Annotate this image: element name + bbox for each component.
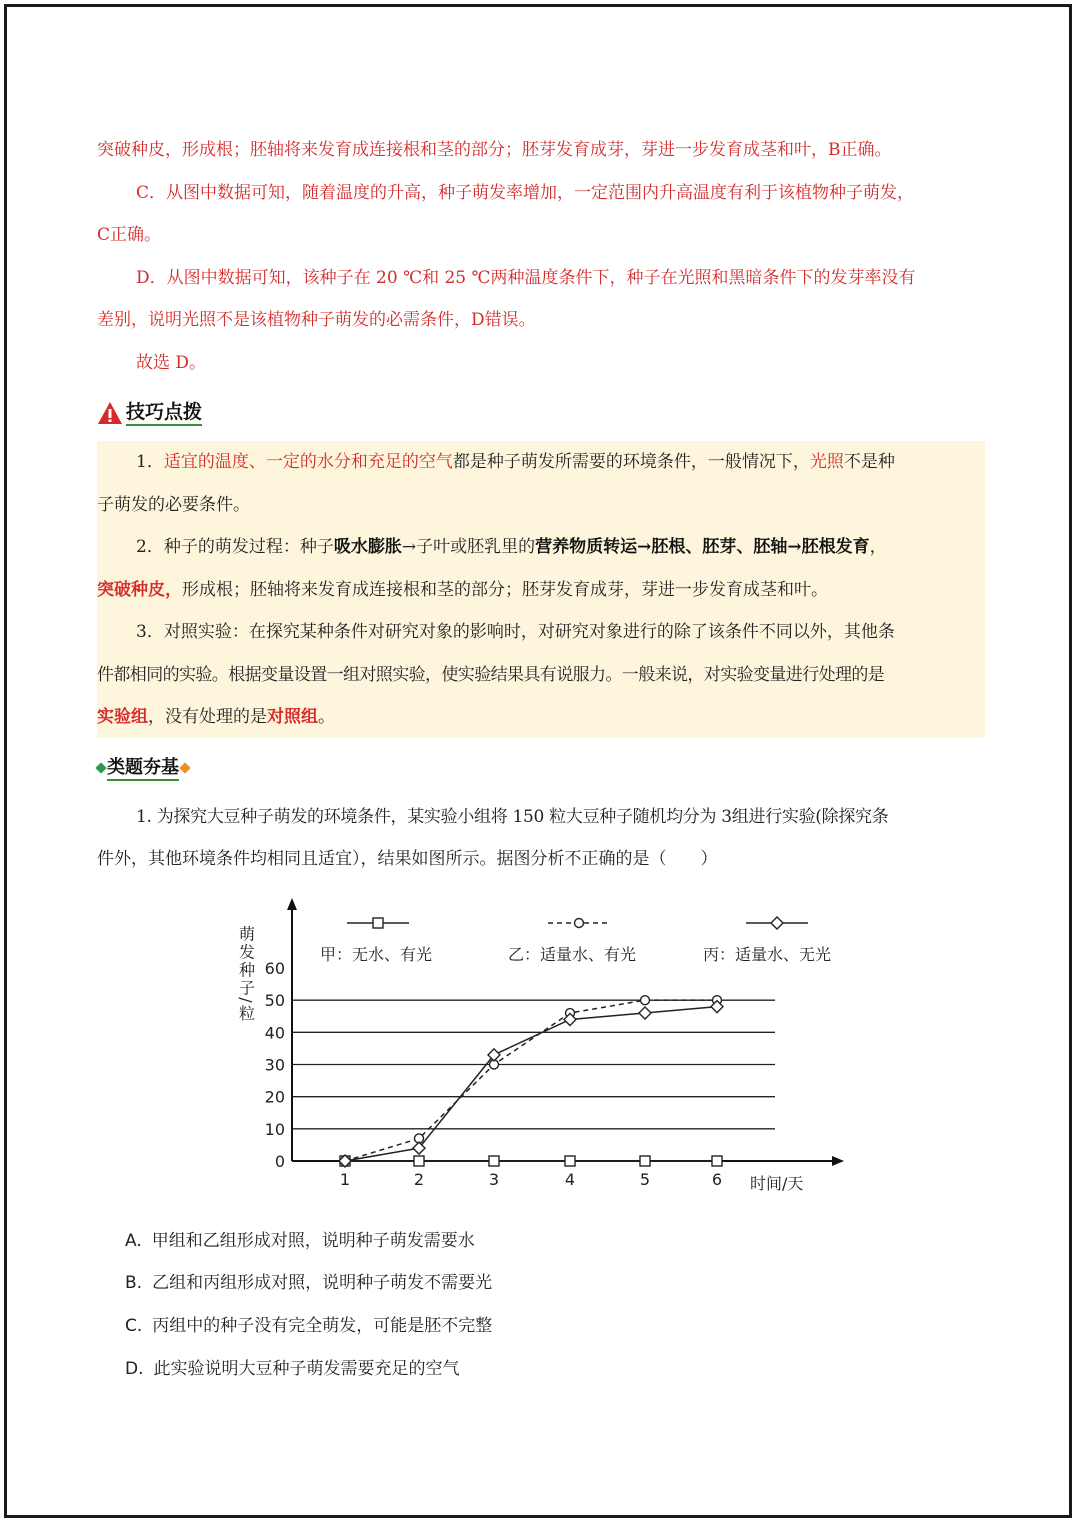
legend-label-2: 乙：适量水、有光 <box>508 945 637 964</box>
series-2-point-5 <box>641 996 650 1005</box>
y-tick-label-40: 40 <box>264 1023 285 1043</box>
tip-2-bold-b: 营养物质转运→胚根、胚芽、胚轴→胚根发育 <box>535 537 870 557</box>
series-3 <box>339 1001 723 1167</box>
y-axis-label: 萌发种子/粒 <box>236 925 256 1023</box>
option-b[interactable] <box>125 1270 492 1296</box>
tip-1-highlight: 适宜的温度、一定的水分和充足的空气 <box>163 452 453 472</box>
x-tick-label-2: 2 <box>413 1170 425 1189</box>
y-tick-label-60: 60 <box>264 959 285 978</box>
series-1-point-3 <box>489 1156 499 1166</box>
series-1-point-4 <box>565 1156 575 1166</box>
tip-2-highlight: 突破种皮， <box>97 580 182 600</box>
tip-3-period: 。 <box>318 707 335 727</box>
tip-2-comma: ， <box>869 537 887 557</box>
series-line-3 <box>345 1007 717 1161</box>
category-header <box>97 754 189 782</box>
tip-3-highlight-2: 对照组 <box>267 707 318 727</box>
legend-entry-1 <box>320 918 432 964</box>
x-tick-label-6: 6 <box>711 1170 723 1189</box>
tip-1-text-end: 不是种 <box>843 452 895 472</box>
y-tick-label-50: 50 <box>264 991 285 1011</box>
tip-3-line-2: 件都相同的实验。根据变量设置一组对照实验，使实验结果具有说服力。一般来说，对实验变量进行处理的是 <box>97 665 885 685</box>
warning-icon <box>97 401 123 425</box>
option-c-letter: C. <box>125 1316 143 1336</box>
tip-2-text-c: →子叶或胚乳里的 <box>401 537 536 557</box>
x-tick-label-5: 5 <box>639 1170 651 1189</box>
tip-1-number: 1． <box>136 452 164 472</box>
y-tick-label-10: 10 <box>264 1119 285 1139</box>
series-2 <box>341 996 722 1166</box>
option-d[interactable] <box>125 1356 460 1382</box>
series-1-point-5 <box>640 1156 650 1166</box>
x-tick-label-3: 3 <box>488 1170 500 1189</box>
legend-entry-3 <box>703 917 831 964</box>
y-tick-label-0: 0 <box>274 1152 285 1171</box>
tip-1-line-1 <box>136 449 986 475</box>
option-a[interactable] <box>125 1228 475 1254</box>
tip-2-text-rest: 形成根；胚轴将来发育成连接根和茎的部分；胚芽发育成芽，芽进一步发育成茎和叶。 <box>182 580 828 600</box>
series-line-2 <box>345 1000 717 1161</box>
x-axis-arrow <box>832 1156 844 1166</box>
tip-3-line-3 <box>97 704 987 730</box>
explanation-answer: 故选 D。 <box>136 353 207 373</box>
tip-1-text: 都是种子萌发所需要的环境条件，一般情况下， <box>452 452 810 472</box>
explanation-line-4: D．从图中数据可知，该种子在 20 ℃和 25 ℃两种温度条件下，种子在光照和黑暗条件下的发芽率没有 <box>136 268 916 288</box>
orange-diamond-icon <box>179 762 190 773</box>
explanation-line-3: C正确。 <box>97 225 162 245</box>
series-3-point-5 <box>639 1007 651 1019</box>
option-d-text: 此实验说明大豆种子萌发需要充足的空气 <box>153 1359 460 1379</box>
tip-3-text-mid: ，没有处理的是 <box>148 707 267 727</box>
y-axis-arrow <box>287 898 297 910</box>
tip-1-highlight-light: 光照 <box>809 452 844 472</box>
explanation-line-1: 突破种皮，形成根；胚轴将来发育成连接根和茎的部分；胚芽发育成芽，芽进一步发育成茎和叶，B正确。 <box>97 140 892 160</box>
tip-3-line-1 <box>136 619 986 645</box>
tip-3-highlight-1: 实验组 <box>97 707 148 727</box>
option-c[interactable] <box>125 1313 492 1339</box>
germination-chart <box>0 890 1080 1220</box>
legend-marker-2 <box>575 919 584 928</box>
explanation-line-2: C．从图中数据可知，随着温度的升高，种子萌发率增加，一定范围内升高温度有利于该植物种子萌发， <box>136 183 915 203</box>
tips-header <box>97 398 202 428</box>
x-axis-label: 时间/天 <box>750 1174 804 1193</box>
tip-2-number: 2． <box>136 537 164 557</box>
legend-label-3: 丙：适量水、无光 <box>703 945 832 964</box>
option-b-letter: B. <box>125 1273 143 1293</box>
legend-marker-3 <box>771 917 783 929</box>
tip-1-line-2: 子萌发的必要条件。 <box>97 495 250 515</box>
series-1 <box>340 1156 722 1166</box>
category-title: 类题夯基 <box>107 756 179 781</box>
option-a-letter: A. <box>125 1231 142 1251</box>
option-c-text: 丙组中的种子没有完全萌发，可能是胚不完整 <box>152 1316 493 1336</box>
y-tick-label-30: 30 <box>264 1055 285 1075</box>
tip-2-line-1 <box>136 534 986 560</box>
option-a-text: 甲组和乙组形成对照，说明种子萌发需要水 <box>151 1231 475 1251</box>
legend-marker-1 <box>373 918 383 928</box>
legend-entry-2 <box>508 919 636 965</box>
series-1-point-6 <box>712 1156 722 1166</box>
tip-2-line-2 <box>97 577 987 603</box>
green-diamond-icon <box>95 762 106 773</box>
legend-label-1: 甲：无水、有光 <box>320 945 433 964</box>
option-b-text: 乙组和丙组形成对照，说明种子萌发不需要光 <box>152 1273 493 1293</box>
series-1-point-2 <box>414 1156 424 1166</box>
tips-title: 技巧点拨 <box>126 400 202 426</box>
y-tick-label-20: 20 <box>264 1087 285 1107</box>
tip-2-bold-a: 吸水膨胀 <box>333 537 402 557</box>
tip-3-text-1: 对照实验：在探究某种条件对研究对象的影响时，对研究对象进行的除了该条件不同以外，其他条 <box>163 622 895 642</box>
tip-2-text-a: 种子的萌发过程：种子 <box>163 537 334 557</box>
option-d-letter: D. <box>125 1359 144 1379</box>
x-tick-label-1: 1 <box>339 1170 351 1189</box>
explanation-line-5: 差别，说明光照不是该植物种子萌发的必需条件，D错误。 <box>97 310 536 330</box>
x-tick-label-4: 4 <box>564 1170 576 1189</box>
question-line-1: 1. 为探究大豆种子萌发的环境条件，某实验小组将 150 粒大豆种子随机均分为 3组进行实验(除探究条 <box>136 807 889 827</box>
tip-3-number: 3． <box>136 622 164 642</box>
question-line-2: 件外，其他环境条件均相同且适宜），结果如图所示。据图分析不正确的是（ ） <box>97 849 718 869</box>
